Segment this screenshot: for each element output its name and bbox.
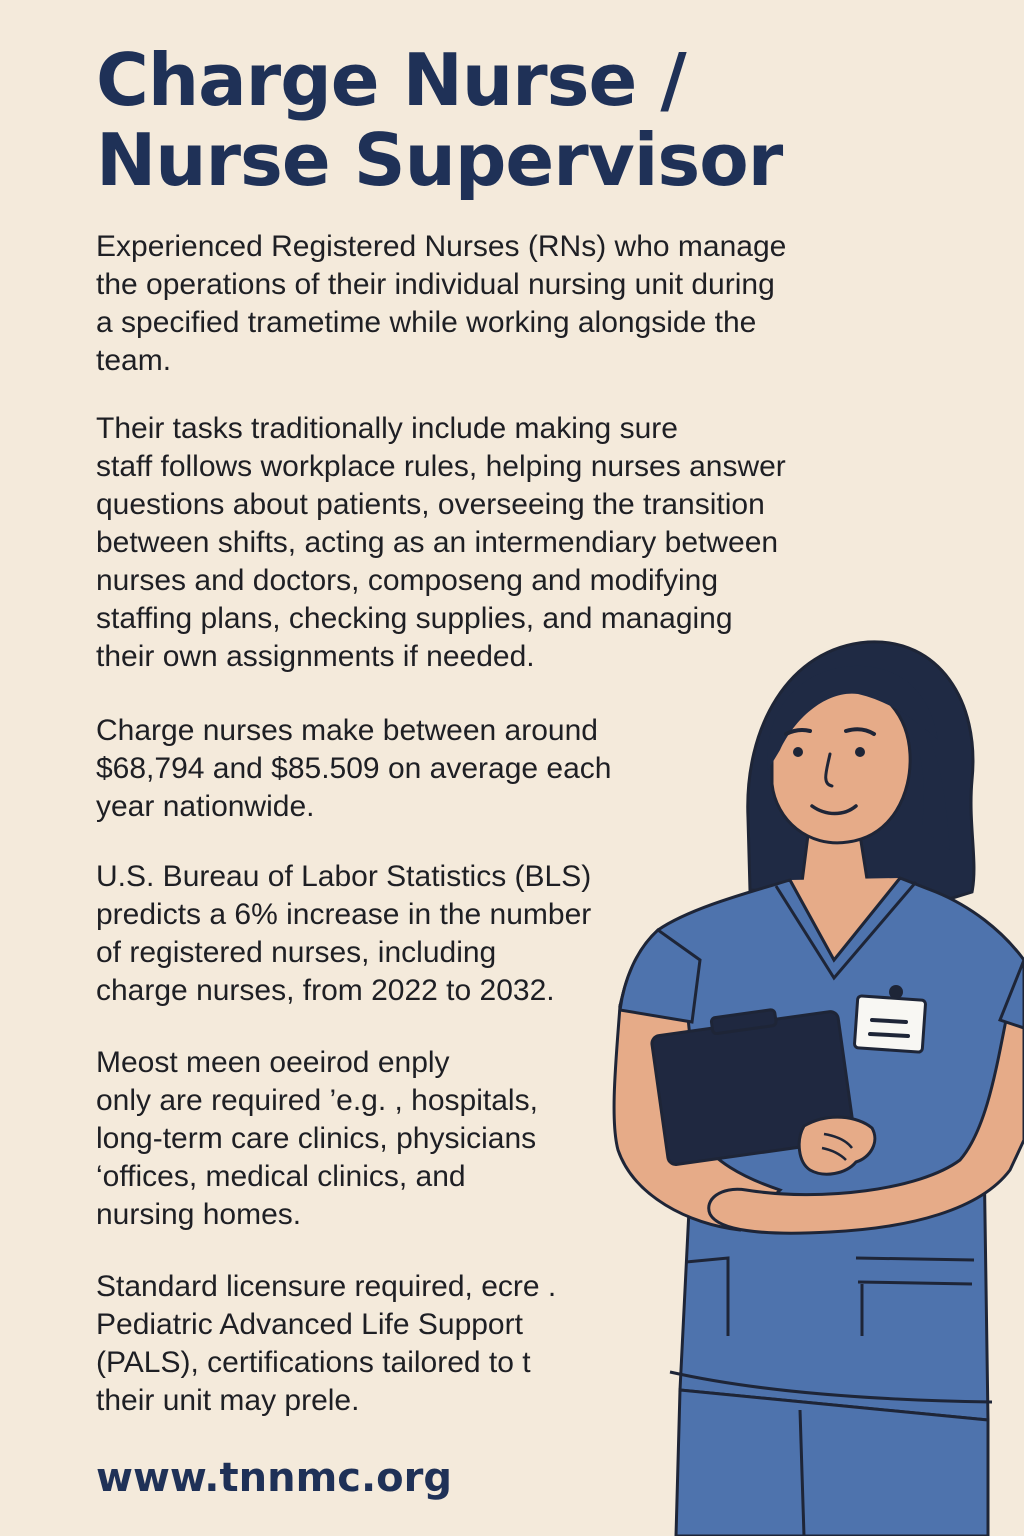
- website-url[interactable]: www.tnnmc.org: [96, 1455, 452, 1501]
- licensure-paragraph: [96, 1268, 616, 1420]
- page-title: [96, 40, 956, 200]
- paragraph-line: questions about patients, overseeing the transition: [96, 488, 765, 521]
- paragraph-line: Pediatric Advanced Life Support: [96, 1308, 523, 1341]
- title-line: Nurse Supervisor: [96, 118, 783, 202]
- paragraph-line: Meost meen oeeirod enply: [96, 1046, 450, 1079]
- salary-paragraph: [96, 712, 696, 826]
- paragraph-line: team.: [96, 344, 172, 377]
- paragraph-line: charge nurses, from 2022 to 2032.: [96, 974, 555, 1007]
- title-line: Charge Nurse /: [96, 38, 686, 122]
- paragraph-line: long-term care clinics, physicians: [96, 1122, 537, 1155]
- paragraph-line: nurses and doctors, composeng and modifying: [96, 564, 719, 597]
- paragraph-line: only are required ’e.g. , hospitals,: [96, 1084, 538, 1117]
- paragraph-line: ‘offices, medical clinics, and: [96, 1160, 466, 1193]
- paragraph-line: year nationwide.: [96, 790, 315, 823]
- paragraph-line: Standard licensure required, ecre .: [96, 1270, 557, 1303]
- paragraph-line: Experienced Registered Nurses (RNs) who manage: [96, 230, 787, 263]
- tasks-paragraph: [96, 410, 876, 676]
- paragraph-line: their own assignments if needed.: [96, 640, 535, 673]
- paragraph-line: staffing plans, checking supplies, and managing: [96, 602, 733, 635]
- paragraph-line: (PALS), certifications tailored to t: [96, 1346, 531, 1379]
- paragraph-line: staff follows workplace rules, helping nurses answer: [96, 450, 786, 483]
- paragraph-line: between shifts, acting as an intermendiary between: [96, 526, 779, 559]
- intro-paragraph: [96, 228, 876, 380]
- paragraph-line: $68,794 and $85.509 on average each: [96, 752, 612, 785]
- paragraph-line: Their tasks traditionally include making sure: [96, 412, 678, 445]
- paragraph-line: predicts a 6% increase in the number: [96, 898, 592, 931]
- paragraph-line: Charge nurses make between around: [96, 714, 598, 747]
- eye-right: [855, 747, 865, 757]
- paragraph-line: a specified trametime while working alongside the: [96, 306, 757, 339]
- workplaces-paragraph: [96, 1044, 616, 1234]
- paragraph-line: nursing homes.: [96, 1198, 302, 1231]
- outlook-paragraph: [96, 858, 656, 1010]
- paragraph-line: their unit may prele.: [96, 1384, 360, 1417]
- paragraph-line: U.S. Bureau of Labor Statistics (BLS): [96, 860, 592, 893]
- paragraph-line: of registered nurses, including: [96, 936, 497, 969]
- eye-left: [793, 747, 803, 757]
- paragraph-line: the operations of their individual nursing unit during: [96, 268, 775, 301]
